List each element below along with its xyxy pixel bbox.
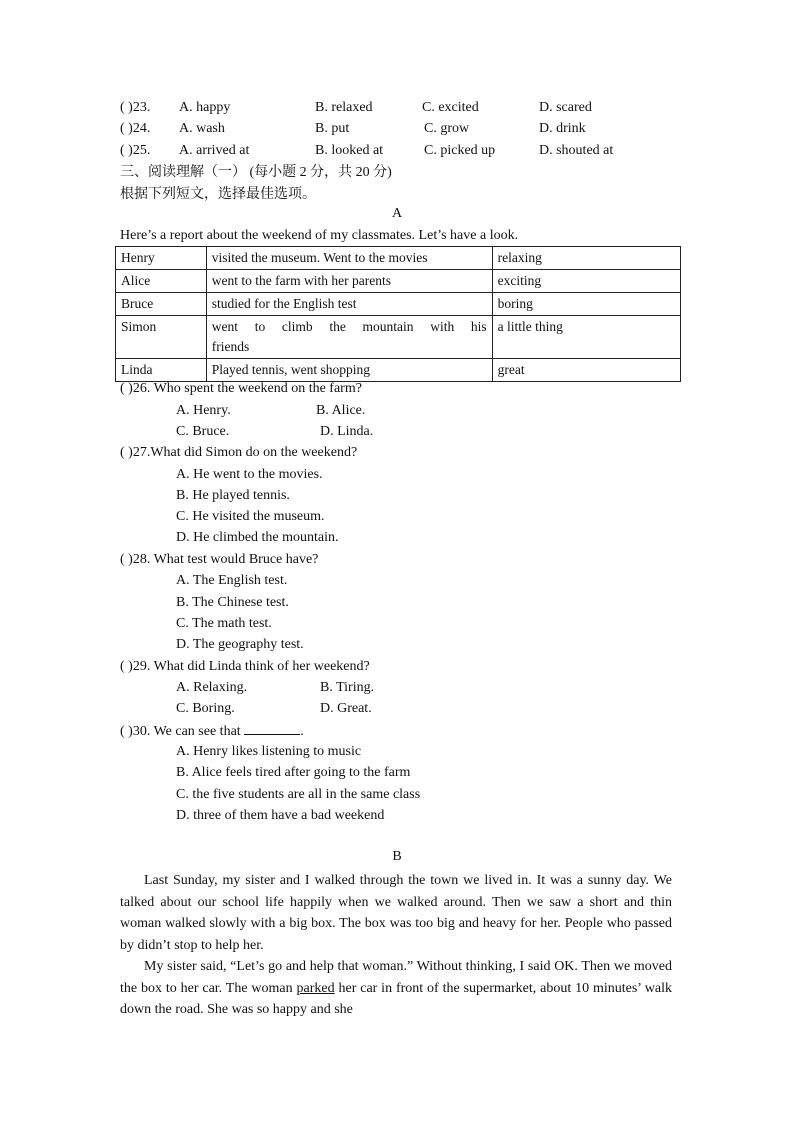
question-30-stem-end: .	[300, 724, 304, 739]
question-26-option-a: A. Henry.	[176, 403, 231, 418]
passage-b-paragraph-1: Last Sunday, my sister and I walked through the town we lived in. It was a sunny day. We talked about our school life happily when we walked around. Then we saw a short and thin woman walked slowly with a big box. The box was too big and heavy for her. People who passed by didn’t stop to help her.	[120, 873, 672, 953]
question-30-stem	[120, 721, 304, 742]
section-title: 三、阅读理解（一） (每小题 2 分，共 20 分)	[120, 165, 392, 180]
activity-line-2: friends	[211, 339, 250, 354]
table-cell-activity	[206, 316, 492, 359]
question-27-option-b: B. He played tennis.	[176, 488, 290, 503]
question-30-option-b: B. Alice feels tired after going to the farm	[176, 765, 411, 780]
section-instruction: 根据下列短文，选择最佳选项。	[120, 187, 316, 202]
option-a: A. arrived at	[179, 143, 250, 158]
weekend-report-table	[115, 246, 681, 382]
option-b: B. looked at	[315, 143, 384, 158]
question-29-option-b: B. Tiring.	[320, 680, 375, 695]
question-number: ( )25.	[120, 143, 151, 158]
question-29-stem: ( )29. What did Linda think of her weekend?	[120, 659, 370, 674]
question-29-option-a: A. Relaxing.	[176, 680, 248, 695]
table-cell-activity: went to the farm with her parents	[206, 270, 492, 293]
option-b: B. put	[315, 121, 350, 136]
table-cell-feeling: boring	[492, 293, 680, 316]
question-28-option-a: A. The English test.	[176, 573, 288, 588]
table-cell-activity: visited the museum. Went to the movies	[206, 247, 492, 270]
table-cell-activity: studied for the English test	[206, 293, 492, 316]
table-cell-feeling: great	[492, 359, 680, 382]
question-27-stem: ( )27.What did Simon do on the weekend?	[120, 445, 358, 460]
question-26-stem: ( )26. Who spent the weekend on the farm?	[120, 381, 362, 396]
option-d: D. shouted at	[539, 143, 614, 158]
question-30-option-a: A. Henry likes listening to music	[176, 744, 362, 759]
table-cell-feeling: relaxing	[492, 247, 680, 270]
table-cell-feeling: exciting	[492, 270, 680, 293]
option-d: D. scared	[539, 100, 592, 115]
table-cell-feeling: a little thing	[492, 316, 680, 359]
passage-a-label: A	[391, 206, 403, 221]
passage-b-paragraph-2	[120, 956, 672, 1021]
question-29-option-d: D. Great.	[320, 701, 372, 716]
table-row	[116, 293, 681, 316]
table-row	[116, 270, 681, 293]
table-cell-name: Simon	[116, 316, 207, 359]
paragraph-2-rest: her car in front of the supermarket, about 10 minutes’ walk down the road. She was so happy and she	[120, 980, 672, 1017]
question-28-option-d: D. The geography test.	[176, 637, 304, 652]
answer-blank	[244, 721, 300, 735]
passage-a-intro: Here’s a report about the weekend of my classmates. Let’s have a look.	[120, 228, 519, 243]
passage-b-label: B	[392, 849, 402, 864]
question-29-option-c: C. Boring.	[176, 701, 235, 716]
table-cell-name: Bruce	[116, 293, 207, 316]
option-c: C. grow	[424, 121, 470, 136]
question-27-option-c: C. He visited the museum.	[176, 509, 325, 524]
table-cell-name: Henry	[116, 247, 207, 270]
question-26-option-c: C. Bruce.	[176, 424, 230, 439]
paragraph-2-start: My sister said, “Let’s go and help that woman.” Without thinking, I said OK. Then we moved the box to her car. The woman	[120, 959, 672, 996]
question-27-option-d: D. He climbed the mountain.	[176, 530, 339, 545]
passage-b-text	[120, 870, 672, 1021]
question-28-option-b: B. The Chinese test.	[176, 595, 289, 610]
question-26-option-b: B. Alice.	[316, 403, 366, 418]
underlined-word: parked	[296, 980, 335, 996]
table-cell-name: Alice	[116, 270, 207, 293]
table-row	[116, 316, 681, 359]
option-a: A. wash	[179, 121, 225, 136]
question-30-stem-text: ( )30. We can see that	[120, 724, 245, 739]
question-number: ( )23.	[120, 100, 151, 115]
table-row	[116, 247, 681, 270]
option-c: C. picked up	[424, 143, 496, 158]
question-28-option-c: C. The math test.	[176, 616, 272, 631]
question-30-option-d: D. three of them have a bad weekend	[176, 808, 385, 823]
option-c: C. excited	[422, 100, 479, 115]
table-cell-name: Linda	[116, 359, 207, 382]
option-b: B. relaxed	[315, 100, 373, 115]
question-27-option-a: A. He went to the movies.	[176, 467, 323, 482]
question-number: ( )24.	[120, 121, 151, 136]
option-d: D. drink	[539, 121, 586, 136]
option-a: A. happy	[179, 100, 231, 115]
table-cell-activity: Played tennis, went shopping	[206, 359, 492, 382]
question-30-option-c: C. the five students are all in the same class	[176, 787, 421, 802]
question-26-option-d: D. Linda.	[320, 424, 374, 439]
question-28-stem: ( )28. What test would Bruce have?	[120, 552, 319, 567]
activity-line-1: went to climb the mountain with his	[211, 319, 487, 334]
